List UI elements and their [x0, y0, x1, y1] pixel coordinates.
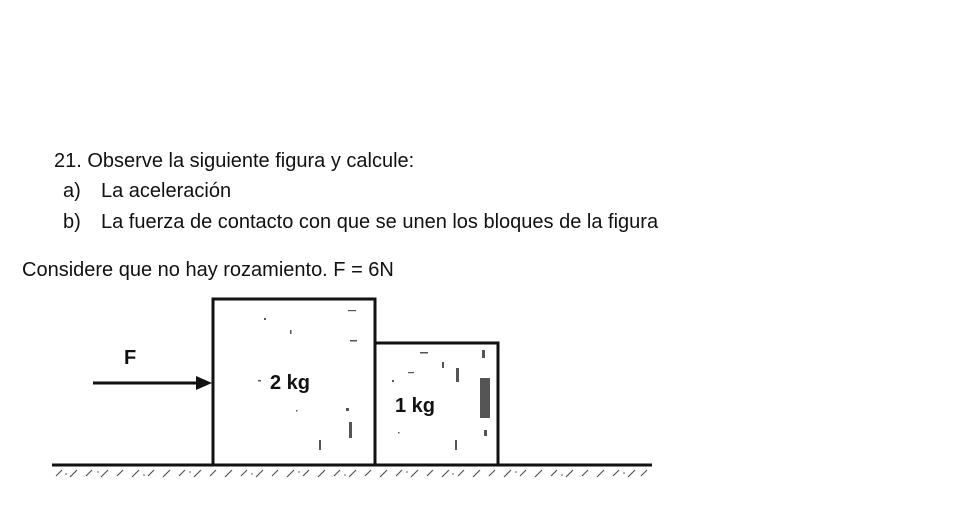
- item-b-letter: b): [63, 211, 81, 233]
- block-1kg: [375, 343, 498, 465]
- force-label: F: [124, 347, 137, 369]
- force-arrow: [93, 376, 212, 390]
- block-1kg-label: 1 kg: [395, 395, 436, 417]
- no-friction-note: Considere que no hay rozamiento. F = 6N: [22, 259, 394, 281]
- ground-surface: [52, 465, 652, 479]
- question-title: 21. Observe la siguiente figura y calcule:: [54, 150, 415, 172]
- item-a-letter: a): [63, 180, 81, 202]
- item-a-text: La aceleración: [101, 180, 232, 202]
- item-b-text: La fuerza de contacto con que se unen los bloques de la figura: [101, 211, 659, 233]
- block-2kg-label: 2 kg: [270, 372, 311, 394]
